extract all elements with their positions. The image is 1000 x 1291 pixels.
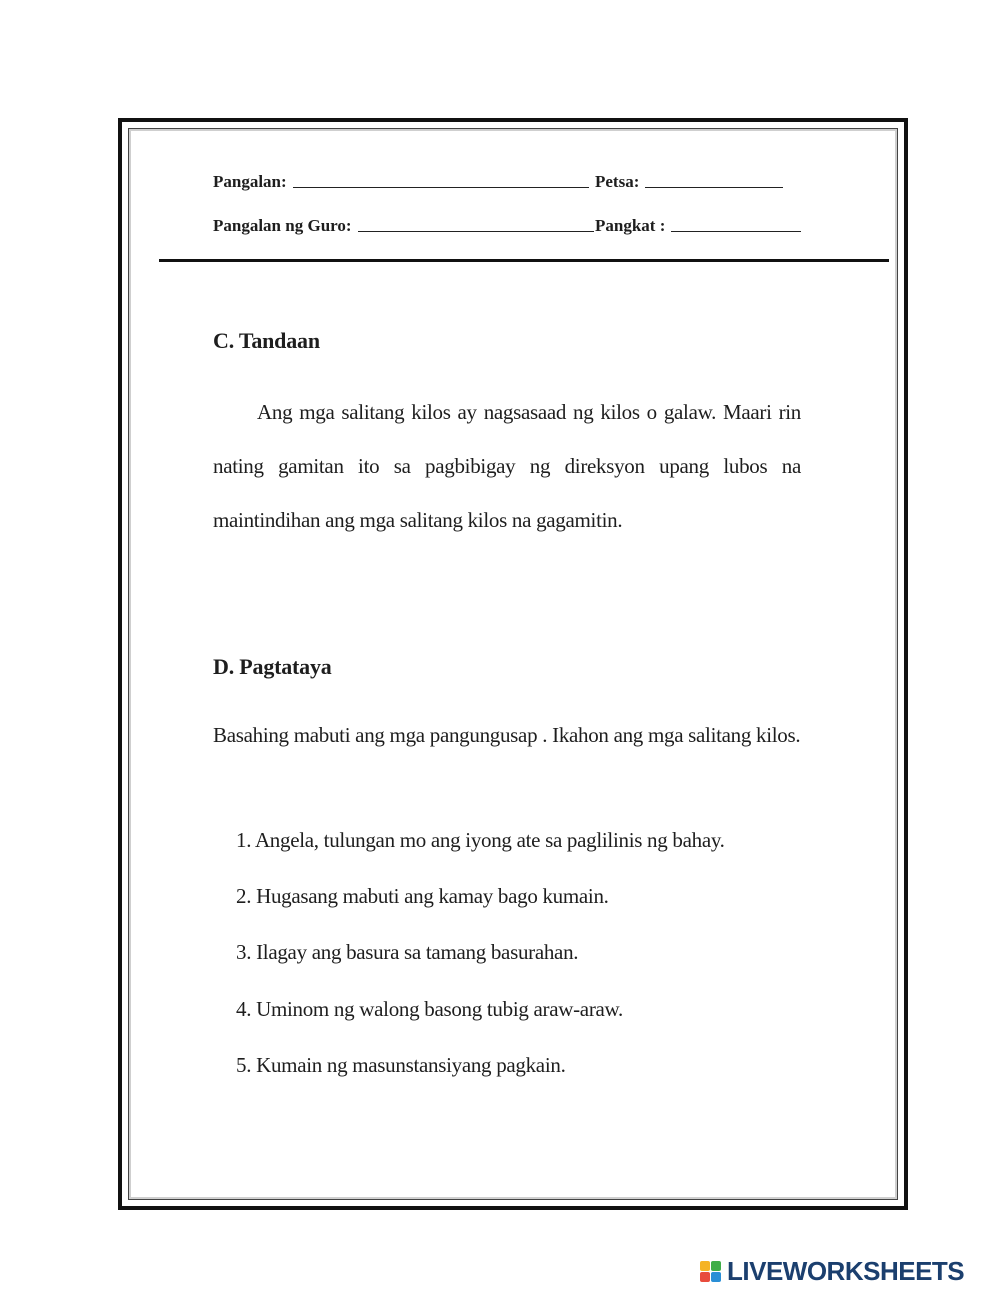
name-blank-line[interactable] xyxy=(293,186,589,188)
header-divider xyxy=(159,259,889,262)
name-label: Pangalan: xyxy=(213,172,287,191)
list-item: 5. Kumain ng masunstansiyang pagkain. xyxy=(236,1053,566,1077)
section-d-heading: D. Pagtataya xyxy=(213,654,332,679)
section-c-paragraph: Ang mga salitang kilos ay nagsasaad ng kilos o galaw. Maari rin nating gamitan ito sa pagbibigay ng direksyon upang lubos na maintindihan ang mga salitang kilos na gagamitin. xyxy=(213,400,801,532)
brand-text: LIVEWORKSHEETS xyxy=(727,1256,965,1286)
list-item: 3. Ilagay ang basura sa tamang basurahan. xyxy=(236,940,579,964)
name-field-row xyxy=(213,172,589,192)
list-item: 4. Uminom ng walong basong tubig araw-araw. xyxy=(236,997,623,1021)
section-blank-line[interactable] xyxy=(671,230,801,232)
teacher-label: Pangalan ng Guro: xyxy=(213,216,352,235)
list-item: 2. Hugasang mabuti ang kamay bago kumain. xyxy=(236,884,609,908)
section-field-row xyxy=(595,216,801,236)
liveworksheets-logo xyxy=(700,1256,964,1287)
teacher-blank-line[interactable] xyxy=(358,230,594,232)
teacher-field-row xyxy=(213,216,594,236)
list-item: 1. Angela, tulungan mo ang iyong ate sa paglilinis ng bahay. xyxy=(236,828,725,852)
date-label: Petsa: xyxy=(595,172,640,191)
liveworksheets-icon xyxy=(700,1261,721,1282)
section-label: Pangkat : xyxy=(595,216,666,235)
date-field-row xyxy=(595,172,783,192)
section-d-instruction: Basahing mabuti ang mga pangungusap . Ikahon ang mga salitang kilos. xyxy=(213,723,801,747)
date-blank-line[interactable] xyxy=(645,186,783,188)
section-c-heading: C. Tandaan xyxy=(213,328,320,353)
